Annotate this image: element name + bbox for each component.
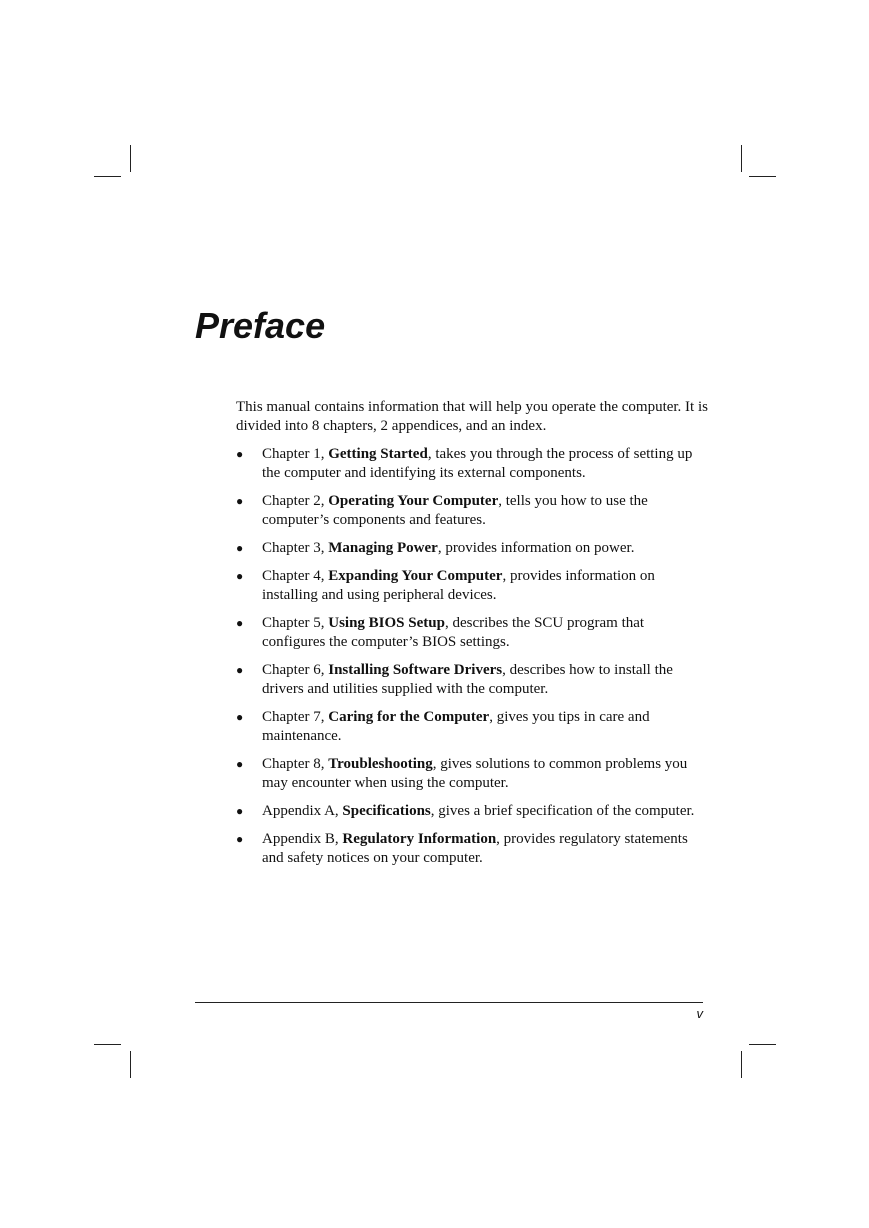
item-description: , describes how to install the drivers and utilities supplied with the computer.: [262, 662, 673, 697]
bullet-icon: ●: [236, 541, 244, 555]
page-number: v: [696, 1006, 703, 1021]
item-description: , gives a brief specification of the computer.: [430, 803, 695, 819]
footer-rule: [195, 1002, 703, 1003]
item-description: , takes you through the process of setting up the computer and identifying its external components.: [262, 446, 693, 481]
item-title: Expanding Your Computer: [328, 568, 503, 584]
item-prefix: Chapter 8,: [262, 756, 329, 772]
bullet-icon: ●: [236, 569, 244, 583]
bullet-icon: ●: [236, 710, 244, 724]
item-title: Managing Power: [328, 540, 438, 556]
list-item: [236, 567, 708, 605]
item-prefix: Chapter 6,: [262, 662, 329, 678]
item-title: Getting Started: [328, 446, 428, 462]
bullet-icon: ●: [236, 757, 244, 771]
crop-mark-top-left-horizontal: [94, 176, 121, 177]
list-item: [236, 445, 708, 483]
list-item: [236, 492, 708, 530]
crop-mark-top-right-vertical: [741, 145, 742, 172]
item-title: Regulatory Information: [342, 831, 497, 847]
item-description: , provides regulatory statements and safety notices on your computer.: [262, 831, 688, 866]
list-item: [236, 802, 708, 821]
item-prefix: Appendix B,: [262, 831, 343, 847]
item-prefix: Chapter 5,: [262, 615, 329, 631]
crop-mark-bottom-left-horizontal: [94, 1044, 121, 1045]
list-item: [236, 614, 708, 652]
item-description: , describes the SCU program that configures the computer’s BIOS settings.: [262, 615, 645, 650]
item-title: Installing Software Drivers: [328, 662, 503, 678]
item-prefix: Chapter 7,: [262, 709, 329, 725]
page-title: Preface: [195, 305, 326, 346]
intro-paragraph: This manual contains information that will help you operate the computer. It is divided into 8 chapters, 2 appendices, and an index.: [236, 399, 708, 434]
list-item: [236, 755, 708, 793]
bullet-icon: ●: [236, 447, 244, 461]
item-title: Specifications: [342, 803, 431, 819]
bullet-icon: ●: [236, 494, 244, 508]
item-description: , tells you how to use the computer’s components and features.: [262, 493, 648, 528]
chapter-list: [236, 445, 708, 868]
list-item: [236, 708, 708, 746]
bullet-icon: ●: [236, 804, 244, 818]
item-description: , gives you tips in care and maintenance.: [262, 709, 650, 744]
item-prefix: Chapter 2,: [262, 493, 329, 509]
crop-mark-bottom-left-vertical: [130, 1051, 131, 1078]
item-title: Troubleshooting: [328, 756, 433, 772]
item-title: Caring for the Computer: [328, 709, 490, 725]
item-prefix: Chapter 3,: [262, 540, 329, 556]
crop-mark-bottom-right-horizontal: [749, 1044, 776, 1045]
bullet-icon: ●: [236, 663, 244, 677]
list-item: [236, 539, 708, 558]
preface-body: [236, 398, 708, 877]
bullet-icon: ●: [236, 832, 244, 846]
item-prefix: Chapter 4,: [262, 568, 329, 584]
crop-mark-top-left-vertical: [130, 145, 131, 172]
bullet-icon: ●: [236, 616, 244, 630]
crop-mark-bottom-right-vertical: [741, 1051, 742, 1078]
item-title: Using BIOS Setup: [328, 615, 445, 631]
item-description: , gives solutions to common problems you may encounter when using the computer.: [262, 756, 688, 791]
item-description: , provides information on installing and using peripheral devices.: [262, 568, 655, 603]
item-title: Operating Your Computer: [328, 493, 499, 509]
list-item: [236, 661, 708, 699]
list-item: [236, 830, 708, 868]
crop-mark-top-right-horizontal: [749, 176, 776, 177]
item-prefix: Chapter 1,: [262, 446, 329, 462]
item-prefix: Appendix A,: [262, 803, 343, 819]
item-description: , provides information on power.: [437, 540, 635, 556]
